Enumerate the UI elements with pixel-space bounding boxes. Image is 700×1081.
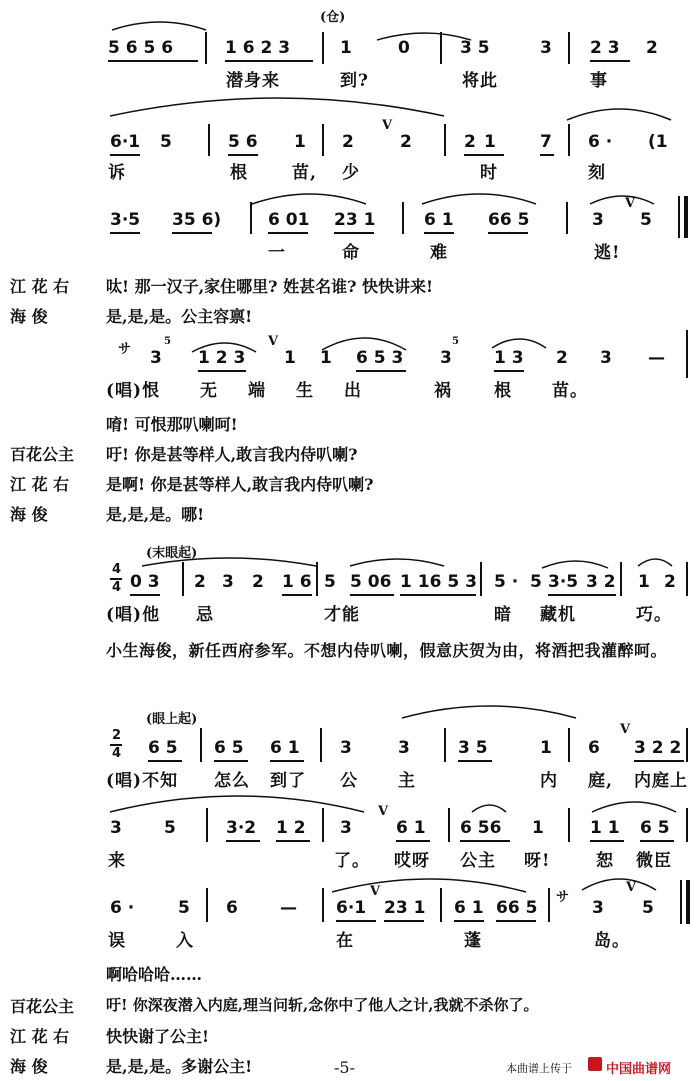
free-rhythm-mark: サ (556, 890, 570, 905)
underline (396, 840, 430, 842)
slur (108, 90, 448, 120)
barline (686, 808, 688, 842)
time-signature-bottom: 4 (112, 746, 122, 761)
note: (1 (648, 132, 668, 152)
underline (460, 840, 510, 842)
barline (250, 202, 252, 234)
slur (420, 188, 540, 206)
lyric: (唱)恨 (106, 381, 161, 401)
final-barline (684, 196, 688, 238)
note-group: 6 · (110, 898, 135, 918)
lyric: 恕 (596, 851, 614, 871)
dialogue-line: 吁! 你深夜潜入内庭,理当问斩,念你中了他人之计,我就不杀你了。 (106, 996, 539, 1014)
note: 5 (160, 132, 172, 152)
site-name: 中国曲谱网 (606, 1062, 672, 1077)
note: 2 (252, 572, 264, 592)
lyric: 微臣 (636, 851, 672, 871)
note-group: 66 5 (496, 898, 538, 918)
underline (590, 60, 630, 62)
underline (400, 594, 476, 596)
page-number: -5- (334, 1058, 355, 1077)
speaker-name: 江 花 右 (10, 1027, 70, 1046)
speaker-name: 海 俊 (10, 1057, 48, 1076)
lyric: 怎么 (214, 771, 250, 791)
note: 2 (194, 572, 206, 592)
lyric: 庭, (588, 771, 613, 791)
barline (568, 124, 570, 156)
barline (444, 124, 446, 156)
speaker-name: 百花公主 (10, 997, 75, 1016)
underline (268, 232, 308, 234)
free-rhythm-mark: サ (118, 342, 132, 357)
underline (110, 154, 140, 156)
barline (322, 808, 324, 842)
note-group: 1 2 3 (198, 348, 246, 368)
final-barline (686, 880, 690, 924)
barline (568, 808, 570, 842)
lyric: 到了 (270, 771, 306, 791)
narration: 小生海俊，新任西府参军。不想内侍叭喇，假意庆贺为由，将酒把我灌醉呵。 (106, 641, 668, 660)
lyric: 暗 (494, 605, 512, 625)
lyric: 蓬 (464, 931, 482, 951)
lyric: 忌 (196, 605, 214, 625)
slur (588, 190, 658, 206)
breath-mark: V (625, 196, 636, 211)
lyric: 潜身来 (226, 71, 280, 91)
underline (458, 760, 492, 762)
note: 5 (640, 210, 652, 230)
percussion-tag: (仓) (320, 10, 346, 25)
speaker-name: 海 俊 (10, 307, 48, 326)
underline (226, 840, 260, 842)
lyric: 主 (398, 771, 416, 791)
lyric: 诉 (108, 163, 126, 183)
underline (336, 920, 376, 922)
slur (590, 796, 680, 814)
lyric: 刻 (588, 163, 606, 183)
slur (330, 872, 530, 894)
note: 3 (398, 738, 410, 758)
note-group: 3 5 (460, 38, 490, 58)
barline (568, 728, 570, 762)
lyric: 一 (268, 243, 286, 263)
note-group: 6 1 (396, 818, 426, 838)
note-group: 3 2 2 (634, 738, 682, 758)
note: 3 (592, 898, 604, 918)
lyric: 事 (590, 71, 608, 91)
note: 3 (110, 818, 122, 838)
note-group: 5 6 5 6 (108, 38, 174, 58)
lyric: 公 (340, 771, 358, 791)
lyric: 公主 (460, 851, 496, 871)
underline (640, 840, 674, 842)
barline (205, 32, 207, 64)
site-logo-icon (588, 1057, 602, 1071)
barline (322, 888, 324, 922)
note: 3 (340, 818, 352, 838)
interjection: 啊哈哈哈…… (106, 965, 203, 984)
lyric: 藏机 (540, 605, 576, 625)
grace-note: 5 (452, 336, 459, 347)
underline (356, 370, 406, 372)
dash: — (280, 898, 297, 918)
note-group: 6 5 (640, 818, 670, 838)
note: 3 (592, 210, 604, 230)
note: 5 · (494, 572, 519, 592)
slur (565, 102, 675, 122)
dialogue-line: 吁! 你是甚等样人,敢言我内侍叭喇? (106, 445, 358, 464)
lyric: 在 (336, 931, 354, 951)
slur (250, 188, 370, 206)
note-group: 6 1 (270, 738, 300, 758)
lyric: (唱)不知 (106, 771, 179, 791)
note-group: 23 1 (384, 898, 426, 918)
note-group: 66 5 (488, 210, 530, 230)
note-group: 6 56 (460, 818, 502, 838)
underline (384, 920, 424, 922)
note-group: 6 5 3 (356, 348, 404, 368)
underline (130, 594, 160, 596)
note-group: 3·5 (110, 210, 141, 230)
note: 7 (540, 132, 552, 152)
note-group: 0 3 (130, 572, 160, 592)
note: 5 (530, 572, 542, 592)
dialogue-line: 是,是,是。多谢公主! (106, 1057, 253, 1076)
note: 2 (646, 38, 658, 58)
note-group: 5 6 (228, 132, 258, 152)
lyric: 出 (344, 381, 362, 401)
note-group: 3·2 (226, 818, 257, 838)
time-signature-top: 4 (112, 562, 122, 577)
note-group: 1 16 5 3 (400, 572, 477, 592)
barline (566, 202, 568, 234)
lyric: 祸 (434, 381, 452, 401)
underline (282, 594, 312, 596)
barline (182, 562, 184, 596)
note: 1 (532, 818, 544, 838)
note: 1 (638, 572, 650, 592)
note-group: 2 3 (590, 38, 620, 58)
note-group: 1 6 2 3 (225, 38, 291, 58)
lyric: 到? (340, 71, 369, 91)
slur (636, 554, 676, 568)
underline (228, 154, 258, 156)
barline (322, 32, 324, 64)
speaker-name: 海 俊 (10, 505, 48, 524)
underline (270, 760, 304, 762)
underline (110, 232, 140, 234)
lyric: 岛。 (594, 931, 630, 951)
underline (225, 60, 313, 62)
note-group: 6 5 (214, 738, 244, 758)
underline (334, 232, 374, 234)
barline (440, 888, 442, 922)
barline (548, 888, 550, 922)
lyric: 内庭上 (634, 771, 688, 791)
grace-note: 5 (164, 336, 171, 347)
lyric: 苗, (292, 163, 317, 183)
barline (444, 728, 446, 762)
underline (464, 154, 504, 156)
barline (316, 562, 318, 596)
note-group: 3·5 (548, 572, 579, 592)
note: 2 (464, 132, 476, 152)
underline (634, 760, 684, 762)
note: 2 (342, 132, 354, 152)
note-group: 1 6 (282, 572, 312, 592)
barline (206, 808, 208, 842)
note: 1 (540, 738, 552, 758)
dialogue-line: 是,是,是。哪! (106, 505, 205, 524)
note: 5 (324, 572, 336, 592)
barline (200, 728, 202, 762)
note: 1 (484, 132, 496, 152)
right-border (686, 330, 688, 378)
breath-mark: V (370, 884, 381, 899)
note: 1 (340, 38, 352, 58)
barline (208, 124, 210, 156)
lyric: 少 (342, 163, 360, 183)
breath-mark: V (626, 880, 637, 895)
lyric: 才能 (324, 605, 360, 625)
dialogue-line: 呔! 那一汉子,家住哪里? 姓甚名谁? 快快讲来! (106, 277, 434, 296)
note: 3 (340, 738, 352, 758)
lyric: 苗。 (552, 381, 588, 401)
note-group: 1 3 (494, 348, 524, 368)
note-group: 1 1 (590, 818, 620, 838)
lyric: 逃! (594, 243, 621, 263)
note-group: 6 1 (424, 210, 454, 230)
note: 3 (440, 348, 452, 368)
note-group: 6·1 (110, 132, 141, 152)
note-group: 1 2 (276, 818, 306, 838)
note-group: 35 6) (172, 210, 222, 230)
dialogue-line: 快快谢了公主! (106, 1027, 210, 1046)
underline (496, 920, 536, 922)
speaker-name: 江 花 右 (10, 475, 70, 494)
slur (348, 554, 448, 568)
underline (454, 920, 484, 922)
lyric: 巧。 (636, 605, 672, 625)
note-group: 3 2 (586, 572, 616, 592)
underline (548, 594, 616, 596)
slur (108, 788, 368, 814)
note: 6 (588, 738, 600, 758)
note: 1 (294, 132, 306, 152)
slur (580, 872, 660, 892)
lyric: 哎呀 (394, 851, 430, 871)
note-group: 5 06 (350, 572, 392, 592)
barline (678, 196, 680, 238)
time-signature-bottom: 4 (112, 580, 122, 595)
dialogue-line: 是,是,是。公主容禀! (106, 307, 253, 326)
breath-mark: V (382, 118, 393, 133)
lyric: 时 (480, 163, 498, 183)
underline (424, 232, 454, 234)
barline (686, 728, 688, 762)
note-group: 6 5 (148, 738, 178, 758)
upload-note: 本曲谱上传于 (506, 1062, 572, 1075)
barline (480, 562, 482, 596)
underline (214, 760, 248, 762)
time-signature-top: 2 (112, 728, 122, 743)
note: 2 (664, 572, 676, 592)
underline (172, 232, 212, 234)
note-group: 23 1 (334, 210, 376, 230)
note: 3 (600, 348, 612, 368)
underline (350, 594, 394, 596)
barline (402, 202, 404, 234)
lyric: 难 (430, 243, 448, 263)
tempo-tag: (末眼起) (146, 546, 198, 561)
slur (140, 554, 320, 568)
slur (110, 18, 210, 32)
lyric: 无 (200, 381, 218, 401)
note-group: 6 1 (454, 898, 484, 918)
note: 0 (398, 38, 410, 58)
barline (568, 32, 570, 64)
note: 3 (150, 348, 162, 368)
barline (686, 562, 688, 596)
note-group: 3 5 (458, 738, 488, 758)
lyric: 根 (230, 163, 248, 183)
barline (206, 888, 208, 922)
underline (540, 154, 554, 156)
slur (470, 800, 510, 814)
note-group: 6 01 (268, 210, 310, 230)
lyric: 内 (540, 771, 558, 791)
note: 3 (540, 38, 552, 58)
lyric: 误 (108, 931, 126, 951)
underline (148, 760, 182, 762)
lyric: 根 (494, 381, 512, 401)
lyric: 入 (176, 931, 194, 951)
dialogue-line: 是啊! 你是甚等样人,敢言我内侍叭喇? (106, 475, 374, 494)
breath-mark: V (620, 722, 631, 737)
note: 2 (400, 132, 412, 152)
breath-mark: V (268, 334, 279, 349)
barline (680, 880, 682, 924)
barline (322, 124, 324, 156)
note-group: 6·1 (336, 898, 367, 918)
lyric: 将此 (462, 71, 498, 91)
speaker-name: 百花公主 (10, 445, 75, 464)
interjection: 唷! 可恨那叭喇呵! (106, 415, 238, 434)
lyric: 呀! (524, 851, 551, 871)
underline (276, 840, 310, 842)
note: 5 (164, 818, 176, 838)
note: 5 (178, 898, 190, 918)
note: 3 (222, 572, 234, 592)
note: 1 (320, 348, 332, 368)
underline (198, 370, 246, 372)
lyric: 命 (342, 243, 360, 263)
dash: — (648, 348, 665, 368)
note: 5 (642, 898, 654, 918)
slur (540, 556, 612, 570)
barline (620, 562, 622, 596)
slur (400, 700, 580, 720)
underline (590, 840, 624, 842)
lyric: 了。 (334, 851, 370, 871)
lyric: 端 (248, 381, 266, 401)
underline (488, 232, 528, 234)
lyric: 来 (108, 851, 126, 871)
breath-mark: V (378, 804, 389, 819)
underline (494, 370, 524, 372)
lyric: 生 (296, 381, 314, 401)
note: 6 (226, 898, 238, 918)
barline (448, 808, 450, 842)
note: 1 (284, 348, 296, 368)
note: 2 (556, 348, 568, 368)
tempo-tag: (眼上起) (146, 712, 198, 727)
note: 6 · (588, 132, 613, 152)
speaker-name: 江 花 右 (10, 277, 70, 296)
underline (108, 60, 198, 62)
barline (320, 728, 322, 762)
barline (440, 32, 442, 64)
lyric: (唱)他 (106, 605, 161, 625)
